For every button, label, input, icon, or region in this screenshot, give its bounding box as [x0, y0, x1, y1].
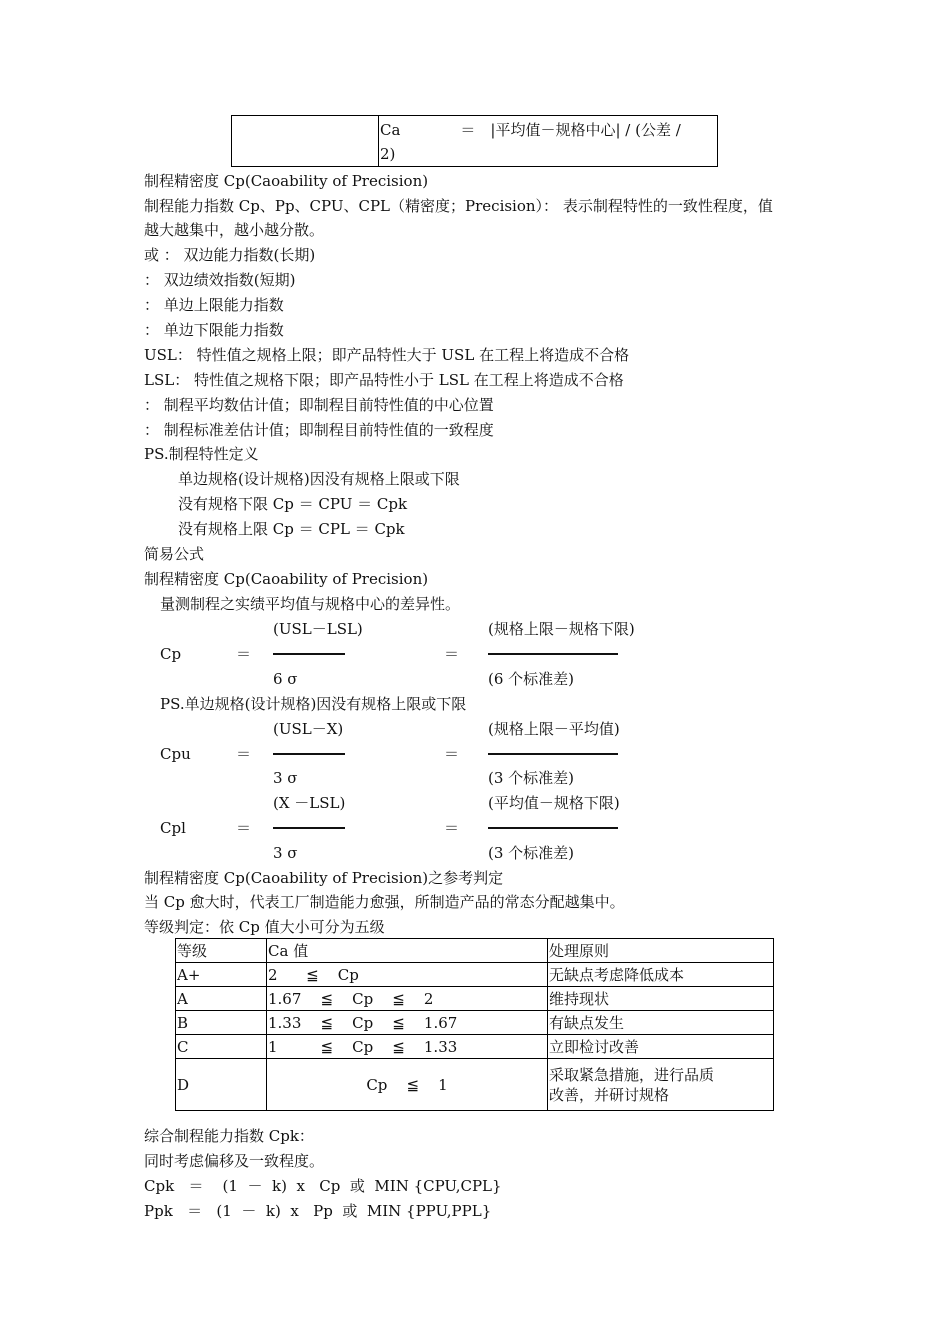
principle-cell: 无缺点考虑降低成本 [548, 963, 774, 987]
fraction-bar [488, 753, 618, 755]
ca-formula-line2: 2) [380, 145, 396, 163]
indented-line: 单边规格(设计规格)因没有规格上限或下限 [178, 470, 460, 488]
formula-cpu-equals: ＝ [236, 745, 252, 763]
formula-cp-name: Cp [160, 645, 182, 663]
grade-cell: C [176, 1035, 267, 1059]
value-cell: 1.67 ≦ Cp ≦ 2 [267, 987, 548, 1011]
table-row [176, 963, 774, 987]
formula-cp-numerator: (USL－LSL) [273, 620, 363, 638]
table-row [176, 1011, 774, 1035]
grade-cell: A+ [176, 963, 267, 987]
definition-line: ： 单边下限能力指数 [144, 321, 284, 339]
section-heading: 制程精密度 Cp(Caoability of Precision) [144, 570, 429, 588]
value-cell: Cp ≦ 1 [267, 1059, 548, 1111]
grade-table [175, 938, 774, 1111]
fraction-bar [488, 653, 618, 655]
formula-cpu-denominator-text: (3 个标准差) [488, 769, 575, 787]
formula-cpl-numerator: (X －LSL) [273, 794, 346, 812]
fraction-bar [273, 753, 345, 755]
indented-line: 没有规格上限 Cp ＝ CPL ＝ Cpk [178, 520, 405, 538]
definition-line: USL： 特性值之规格上限；即产品特性大于 USL 在工程上将造成不合格 [144, 346, 630, 364]
formula-cpl-equals-2: ＝ [444, 819, 460, 837]
value-cell: 1 ≦ Cp ≦ 1.33 [267, 1035, 548, 1059]
definition-line: ： 双边绩效指数(短期) [144, 271, 296, 289]
formula-cpu-equals-2: ＝ [444, 745, 460, 763]
formula-cp-numerator-text: (规格上限－规格下限) [488, 620, 635, 638]
formula-cpl-numerator-text: (平均值－规格下限) [488, 794, 620, 812]
table-row [176, 987, 774, 1011]
principle-cell: 立即检讨改善 [548, 1035, 774, 1059]
formula-cpu-denominator: 3 σ [273, 769, 298, 787]
section-heading: 制程精密度 Cp(Caoability of Precision)之参考判定 [144, 869, 504, 887]
principle-cell [548, 1059, 774, 1111]
header-grade: 等级 [176, 939, 267, 963]
definition-line: ： 制程平均数估计值；即制程目前特性值的中心位置 [144, 396, 494, 414]
formula-cpk: Cpk ＝ (1 － k) x Cp 或 MIN {CPU,CPL} [144, 1177, 502, 1195]
section-heading: 综合制程能力指数 Cpk： [144, 1127, 314, 1145]
indented-line: 没有规格下限 Cp ＝ CPU ＝ Cpk [178, 495, 408, 513]
paragraph-line: 制程能力指数 Cp、Pp、CPU、CPL（精密度；Precision）： 表示制程特性的一致性程度，值 [144, 197, 773, 215]
header-principle: 处理原则 [548, 939, 774, 963]
definition-line: 或 ： 双边能力指数(长期) [144, 246, 316, 264]
principle-cell: 维持现状 [548, 987, 774, 1011]
principle-line: 采取紧急措施，进行品质 [549, 1065, 715, 1084]
grade-cell: A [176, 987, 267, 1011]
definition-line: ： 制程标准差估计值；即制程目前特性值的一致程度 [144, 421, 494, 439]
paragraph-line: 同时考虑偏移及一致程度。 [144, 1152, 325, 1170]
formula-cpu-name: Cpu [160, 745, 191, 763]
formula-cp-equals-2: ＝ [444, 645, 460, 663]
fraction-bar [273, 653, 345, 655]
header-ca-value: Ca 值 [267, 939, 548, 963]
formula-cp-equals: ＝ [236, 645, 252, 663]
formula-cpl-denominator-text: (3 个标准差) [488, 844, 575, 862]
value-cell: 2 ≦ Cp [267, 963, 548, 987]
definition-line: LSL： 特性值之规格下限；即产品特性小于 LSL 在工程上将造成不合格 [144, 371, 624, 389]
indented-line: PS.单边规格(设计规格)因没有规格上限或下限 [160, 695, 467, 713]
formula-cpu-numerator: (USL－X) [273, 720, 344, 738]
principle-cell: 有缺点发生 [548, 1011, 774, 1035]
table-row [176, 1035, 774, 1059]
ca-formula-table [231, 115, 718, 167]
fraction-bar [488, 827, 618, 829]
principle-line: 改善，并研讨规格 [549, 1085, 670, 1104]
section-heading: PS.制程特性定义 [144, 445, 259, 463]
indented-line: 量测制程之实绩平均值与规格中心的差异性。 [160, 595, 461, 613]
paragraph-line: 越大越集中，越小越分散。 [144, 221, 325, 239]
formula-ppk: Ppk ＝ (1 － k) x Pp 或 MIN {PPU,PPL} [144, 1202, 492, 1220]
formula-cp-denominator: 6 σ [273, 670, 298, 688]
value-cell: 1.33 ≦ Cp ≦ 1.67 [267, 1011, 548, 1035]
definition-line: ： 单边上限能力指数 [144, 296, 284, 314]
table-header-row [176, 939, 774, 963]
heading-cp-precision: 制程精密度 Cp(Caoability of Precision) [144, 172, 429, 190]
formula-cpl-equals: ＝ [236, 819, 252, 837]
fraction-bar [273, 827, 345, 829]
section-heading: 简易公式 [144, 545, 205, 563]
paragraph-line: 当 Cp 愈大时，代表工厂制造能力愈强，所制造产品的常态分配越集中。 [144, 893, 625, 911]
formula-cp-denominator-text: (6 个标准差) [488, 670, 575, 688]
formula-cpu-numerator-text: (规格上限－平均值) [488, 720, 620, 738]
formula-cpl-denominator: 3 σ [273, 844, 298, 862]
formula-cpl-name: Cpl [160, 819, 186, 837]
table-row [176, 1059, 774, 1111]
table-divider [378, 116, 379, 166]
paragraph-line: 等级判定：依 Cp 值大小可分为五级 [144, 918, 385, 936]
grade-cell: D [176, 1059, 267, 1111]
ca-formula-line1: Ca ＝ |平均值－规格中心| / (公差 / [380, 121, 681, 139]
grade-cell: B [176, 1011, 267, 1035]
